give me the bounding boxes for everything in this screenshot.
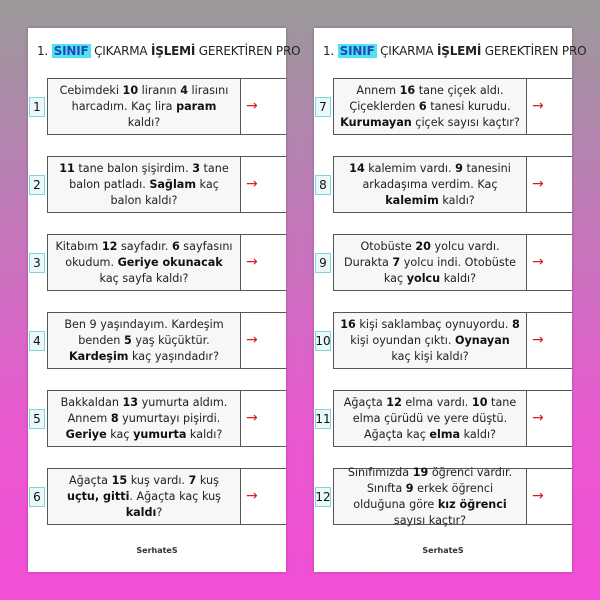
problem-row bbox=[28, 234, 286, 291]
problem-number-label: 5 bbox=[29, 409, 45, 429]
problem-text-plain: kuş bbox=[196, 473, 219, 487]
problem-row bbox=[314, 390, 572, 447]
problem-row bbox=[314, 234, 572, 291]
problem-row bbox=[314, 312, 572, 369]
arrow-right-icon: → bbox=[532, 98, 544, 114]
problem-text-plain: sayfadır. bbox=[117, 239, 172, 253]
problem-number-label: 12 bbox=[315, 487, 331, 507]
answer-field[interactable] bbox=[527, 234, 572, 291]
arrow-right-icon: → bbox=[246, 254, 258, 270]
arrow-right-icon: → bbox=[532, 332, 544, 348]
problem-text-bold: elma bbox=[429, 427, 461, 441]
problem-text-bold: 14 bbox=[349, 161, 365, 175]
problem-text-plain: kuş vardı. bbox=[127, 473, 189, 487]
answer-field[interactable] bbox=[241, 390, 286, 447]
title-highlight: SINIF bbox=[53, 44, 89, 58]
answer-field[interactable] bbox=[527, 390, 572, 447]
problem-text-bold: 10 bbox=[471, 395, 488, 409]
problem-number bbox=[28, 156, 46, 213]
answer-field[interactable] bbox=[527, 156, 572, 213]
problem-text-bold: 19 bbox=[412, 465, 429, 479]
title-bold: İŞLEMİ bbox=[437, 44, 482, 58]
problem-row bbox=[314, 156, 572, 213]
problem-row bbox=[28, 390, 286, 447]
problem-text-plain: Cebimdeki bbox=[59, 83, 123, 97]
problem-text-plain: liranın bbox=[138, 83, 181, 97]
problem-text-bold: Kardeşim bbox=[68, 349, 129, 363]
arrow-right-icon: → bbox=[532, 176, 544, 192]
problem-sentence bbox=[54, 317, 234, 365]
problem-text-bold: 9 bbox=[455, 161, 463, 175]
problem-text-plain: elma vardı. bbox=[401, 395, 472, 409]
problem-number-label: 8 bbox=[315, 175, 331, 195]
problem-text-bold: uçtu, gitti bbox=[66, 489, 130, 503]
title-part2: GEREKTİREN PRO bbox=[195, 44, 301, 58]
problem-text-plain: tane balon patladı. bbox=[69, 161, 229, 191]
problem-sentence bbox=[54, 473, 234, 521]
problem-number bbox=[314, 390, 332, 447]
problem-row bbox=[314, 465, 572, 527]
arrow-right-icon: → bbox=[532, 410, 544, 426]
problem-text-plain: tane çiçek aldı. Çiçeklerden bbox=[349, 83, 504, 113]
title-part1: ÇIKARMA bbox=[90, 44, 152, 58]
problem-text-bold: 12 bbox=[101, 239, 118, 253]
problem-sentence bbox=[340, 83, 520, 131]
problem-text-plain: yumurta aldım. Annem bbox=[67, 395, 228, 425]
problem-text-bold: kız öğrenci bbox=[437, 497, 507, 511]
problem-text-bold: kaldı bbox=[125, 505, 157, 519]
problem-number bbox=[314, 468, 332, 525]
problem-text-bold: 10 bbox=[122, 83, 139, 97]
problem-text-plain: kişi saklambaç oynuyordu. bbox=[355, 317, 512, 331]
problem-text-plain: Ağaçta bbox=[69, 473, 112, 487]
problem-text-bold: 9 bbox=[405, 481, 414, 495]
problem-text-plain: yumurtayı pişirdi. bbox=[118, 411, 221, 425]
arrow-right-icon: → bbox=[246, 410, 258, 426]
title-bold: İŞLEMİ bbox=[151, 44, 196, 58]
problem-number bbox=[28, 234, 46, 291]
problem-sentence bbox=[54, 395, 234, 443]
problem-text bbox=[47, 234, 241, 291]
problem-text-plain: Sınıfımızda bbox=[347, 465, 413, 479]
problem-text-plain: kaç balon kaldı? bbox=[110, 177, 219, 207]
problem-list bbox=[28, 78, 286, 546]
problem-number bbox=[28, 78, 46, 135]
arrow-right-icon: → bbox=[246, 332, 258, 348]
problem-text-plain: yolcu indi. Otobüste kaç bbox=[383, 255, 516, 285]
problem-text-bold: Sağlam bbox=[149, 177, 196, 191]
problem-sentence bbox=[340, 317, 520, 365]
problem-text-bold: Oynayan bbox=[454, 333, 510, 347]
problem-text-bold: 6 bbox=[418, 99, 427, 113]
problem-text-plain: kaç sayfa kaldı? bbox=[99, 271, 189, 285]
problem-number bbox=[314, 78, 332, 135]
problem-text-bold: 6 bbox=[171, 239, 180, 253]
problem-row bbox=[314, 78, 572, 135]
arrow-right-icon: → bbox=[532, 254, 544, 270]
problem-text-plain: yaş küçüktür. bbox=[131, 333, 210, 347]
problem-sentence bbox=[340, 465, 520, 529]
answer-field[interactable] bbox=[527, 312, 572, 369]
worksheet-right bbox=[314, 28, 587, 572]
arrow-right-icon: → bbox=[246, 176, 258, 192]
problem-row bbox=[28, 468, 286, 525]
problem-row bbox=[28, 312, 286, 369]
answer-field[interactable] bbox=[527, 468, 572, 525]
problem-text-plain: Annem bbox=[356, 83, 400, 97]
problem-text-plain: tanesi kurudu. bbox=[426, 99, 511, 113]
problem-text-plain: . Ağaçta kaç kuş bbox=[129, 489, 221, 503]
problem-number bbox=[28, 312, 46, 369]
problem-number bbox=[314, 156, 332, 213]
problem-text-plain: yolcu vardı. Durakta bbox=[343, 239, 500, 269]
problem-text bbox=[333, 312, 527, 369]
problem-text-plain: Kitabım bbox=[55, 239, 102, 253]
problem-text-plain: Ben 9 yaşındayım. Kardeşim benden bbox=[64, 317, 224, 347]
title-part1: ÇIKARMA bbox=[376, 44, 438, 58]
problem-text-bold: 3 bbox=[192, 161, 200, 175]
problem-number bbox=[314, 312, 332, 369]
problem-row bbox=[28, 78, 286, 135]
problem-text-bold: 7 bbox=[188, 473, 197, 487]
problem-text-plain: kaldı? bbox=[127, 115, 161, 129]
problem-text-plain: lirasını harcadım. Kaç lira bbox=[71, 83, 229, 113]
problem-text bbox=[47, 468, 241, 525]
problem-text bbox=[47, 390, 241, 447]
problem-text-plain: kaç yaşındadır? bbox=[128, 349, 220, 363]
answer-field[interactable] bbox=[241, 468, 286, 525]
title-highlight: SINIF bbox=[339, 44, 375, 58]
problem-text-bold: 13 bbox=[122, 395, 139, 409]
problem-text bbox=[333, 234, 527, 291]
problem-number-label: 4 bbox=[29, 331, 45, 351]
problem-sentence bbox=[54, 161, 234, 209]
problem-text-bold: 8 bbox=[110, 411, 119, 425]
problem-text bbox=[47, 156, 241, 213]
problem-number-label: 9 bbox=[315, 253, 331, 273]
problem-text bbox=[333, 465, 527, 527]
problem-number-label: 3 bbox=[29, 253, 45, 273]
worksheet-left bbox=[28, 28, 301, 572]
problem-text-plain: kaç bbox=[106, 427, 134, 441]
problem-text-bold: 16 bbox=[399, 83, 416, 97]
worksheet-title bbox=[37, 44, 300, 58]
problem-text-plain: öğrenci vardır. Sınıfta bbox=[366, 465, 513, 495]
title-prefix: 1. bbox=[37, 44, 52, 58]
answer-field[interactable] bbox=[241, 234, 286, 291]
problem-text-plain: kaldı? bbox=[440, 271, 477, 285]
problem-text-bold: 11 bbox=[59, 161, 75, 175]
problem-text-bold: 15 bbox=[111, 473, 128, 487]
problem-text-plain: kaldı? bbox=[186, 427, 223, 441]
problem-text-bold: 7 bbox=[392, 255, 401, 269]
problem-text-plain: Otobüste bbox=[360, 239, 416, 253]
problem-text-bold: Geriye bbox=[65, 427, 107, 441]
title-part2: GEREKTİREN PRO bbox=[481, 44, 587, 58]
problem-text bbox=[47, 78, 241, 135]
problem-text bbox=[333, 156, 527, 213]
problem-number-label: 6 bbox=[29, 487, 45, 507]
problem-sentence bbox=[54, 239, 234, 287]
problem-list bbox=[314, 78, 572, 546]
problem-text-plain: çiçek sayısı kaçtır? bbox=[411, 115, 520, 129]
problem-text-plain: sayfasını okudum. bbox=[65, 239, 233, 269]
problem-text-bold: 5 bbox=[123, 333, 132, 347]
problem-text-bold: 4 bbox=[180, 83, 188, 97]
answer-field[interactable] bbox=[241, 312, 286, 369]
answer-field[interactable] bbox=[241, 156, 286, 213]
problem-text bbox=[333, 390, 527, 447]
problem-text-bold: 12 bbox=[386, 395, 402, 409]
problem-sentence bbox=[54, 83, 234, 131]
problem-text-bold: 8 bbox=[511, 317, 520, 331]
problem-number-label: 2 bbox=[29, 175, 45, 195]
title-prefix: 1. bbox=[323, 44, 338, 58]
problem-text-plain: kaç kişi kaldı? bbox=[391, 349, 469, 363]
problem-text-bold: 16 bbox=[340, 317, 356, 331]
problem-text-bold: yolcu bbox=[406, 271, 441, 285]
problem-row bbox=[28, 156, 286, 213]
problem-text bbox=[333, 78, 527, 135]
problem-number bbox=[314, 234, 332, 291]
problem-text-bold: kalemim bbox=[385, 193, 439, 207]
answer-field[interactable] bbox=[527, 78, 572, 135]
problem-number-label: 10 bbox=[315, 331, 331, 351]
worksheet-title bbox=[323, 44, 586, 58]
author-footer: SerhateS bbox=[422, 546, 464, 555]
problem-number bbox=[28, 390, 46, 447]
problem-text-plain: Bakkaldan bbox=[60, 395, 123, 409]
problem-text-bold: Kurumayan bbox=[340, 115, 412, 129]
problem-text-plain: tane elma çürüdü ve yere düştü. Ağaçta kaç bbox=[352, 395, 517, 441]
problem-text-plain: Ağaçta bbox=[343, 395, 387, 409]
problem-text-plain: tanesini arkadaşıma verdim. Kaç bbox=[362, 161, 511, 191]
problem-text-plain: erkek öğrenci olduğuna göre bbox=[353, 481, 494, 511]
author-footer: SerhateS bbox=[136, 546, 178, 555]
problem-text-bold: param bbox=[176, 99, 217, 113]
arrow-right-icon: → bbox=[532, 488, 544, 504]
arrow-right-icon: → bbox=[246, 98, 258, 114]
problem-text-plain: ? bbox=[156, 505, 163, 519]
problem-sentence bbox=[340, 239, 520, 287]
problem-text-plain: kaldı? bbox=[460, 427, 496, 441]
problem-text-plain: kalemim vardı. bbox=[364, 161, 456, 175]
problem-number-label: 11 bbox=[315, 409, 331, 429]
problem-sentence bbox=[340, 395, 520, 443]
problem-text-bold: 20 bbox=[415, 239, 431, 253]
problem-text bbox=[47, 312, 241, 369]
problem-text-plain: tane balon şişirdim. bbox=[74, 161, 193, 175]
problem-text-plain: kaldı? bbox=[438, 193, 475, 207]
problem-number-label: 7 bbox=[315, 97, 331, 117]
problem-number bbox=[28, 468, 46, 525]
problem-sentence bbox=[340, 161, 520, 209]
answer-field[interactable] bbox=[241, 78, 286, 135]
problem-text-plain: kişi oyundan çıktı. bbox=[350, 333, 455, 347]
problem-number-label: 1 bbox=[29, 97, 45, 117]
problem-text-bold: Geriye okunacak bbox=[117, 255, 223, 269]
problem-text-bold: yumurta bbox=[133, 427, 187, 441]
problem-text-plain: sayısı kaçtır? bbox=[393, 513, 467, 527]
arrow-right-icon: → bbox=[246, 488, 258, 504]
